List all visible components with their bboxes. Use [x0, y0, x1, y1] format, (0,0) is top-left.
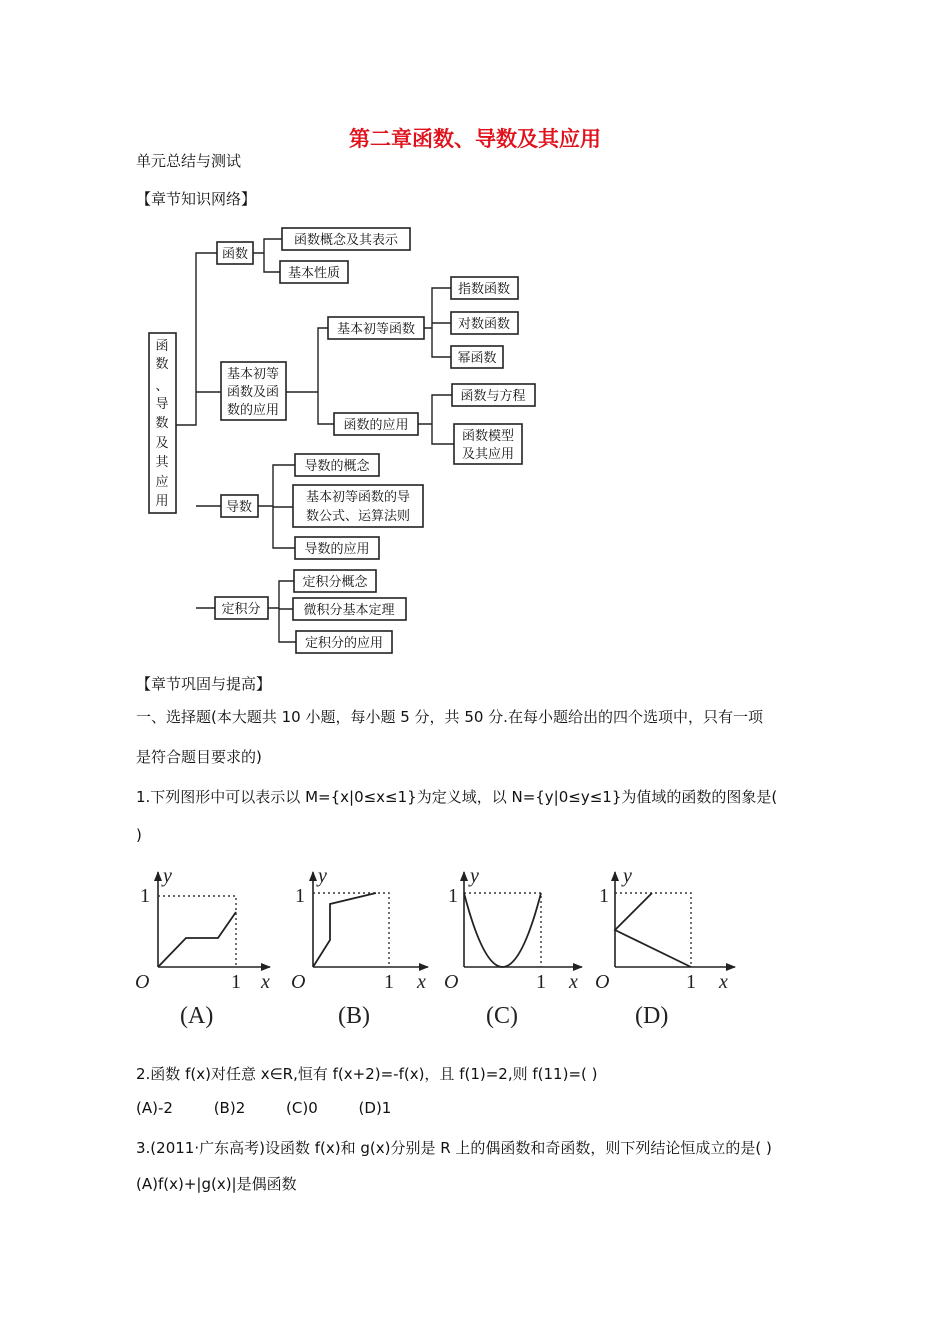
graph-d-label: (D): [635, 1003, 669, 1029]
graph-c-one-x: 1: [536, 971, 546, 993]
node-function: 函数: [221, 247, 249, 262]
node-integral-concept: 定积分概念: [302, 575, 368, 590]
graph-d: [595, 865, 735, 1029]
question-3: 3.(2011·广东高考)设函数 f(x)和 g(x)分别是 R 上的偶函数和奇函数，则下列结论恒成立的是( ): [136, 1139, 772, 1157]
graph-d-x-label: x: [719, 971, 728, 993]
graph-d-one-y: 1: [599, 885, 609, 907]
graph-b-one-x: 1: [384, 971, 394, 993]
graph-c-y-label: y: [470, 865, 479, 887]
root-char-7: 其: [155, 455, 169, 470]
root-char-9: 用: [155, 494, 169, 509]
root-char-5: 数: [155, 416, 169, 431]
node-func-equation: 函数与方程: [460, 389, 526, 404]
node-derivative: 导数: [225, 500, 253, 515]
graph-a-x-label: x: [261, 971, 270, 993]
q2-option-a: (A)-2: [136, 1099, 173, 1117]
root-char-1: 函: [155, 339, 169, 354]
graph-a-one-x: 1: [231, 971, 241, 993]
graph-d-y-label: y: [623, 865, 632, 887]
page-title: 第二章函数、导数及其应用: [349, 126, 601, 151]
q2-option-b: (B)2: [213, 1099, 246, 1117]
root-char-3: 、: [155, 379, 169, 394]
node-elementary-app-1: 基本初等: [226, 367, 280, 382]
graph-b-x-label: x: [417, 971, 426, 993]
graph-c: [444, 865, 582, 1029]
intro-line-2: 是符合题目要求的): [136, 748, 262, 766]
graph-c-origin: O: [444, 971, 459, 993]
node-deriv-formulas-1: 基本初等函数的导: [305, 490, 411, 505]
root-char-8: 应: [155, 475, 169, 490]
graph-a-label: (A): [180, 1003, 214, 1029]
graph-a-one-y: 1: [140, 885, 150, 907]
subtitle: 单元总结与测试: [136, 152, 242, 170]
node-elementary-funcs: 基本初等函数: [336, 322, 416, 337]
graph-c-x-label: x: [569, 971, 578, 993]
section-heading-network: 【章节知识网络】: [136, 190, 257, 208]
graph-b-origin: O: [291, 971, 306, 993]
node-log-func: 对数函数: [457, 317, 511, 332]
node-func-app: 函数的应用: [343, 418, 409, 433]
question-2-options: [136, 1099, 427, 1117]
root-char-2: 数: [155, 357, 169, 372]
node-deriv-concept: 导数的概念: [304, 459, 370, 474]
node-deriv-formulas-2: 数公式、运算法则: [305, 509, 411, 524]
graph-b-one-y: 1: [295, 885, 305, 907]
q2-option-d: (D)1: [358, 1099, 392, 1117]
node-func-model-2: 及其应用: [461, 447, 515, 462]
node-func-concept: 函数概念及其表示: [293, 233, 399, 248]
intro-line-1: 一、选择题(本大题共 10 小题，每小题 5 分，共 50 分.在每小题给出的四个选项中，只有一项: [136, 708, 763, 726]
question-2: 2.函数 f(x)对任意 x∈R,恒有 f(x+2)=-f(x)，且 f(1)=2,则 f(11)=( ): [136, 1065, 598, 1083]
node-integral-app: 定积分的应用: [304, 636, 384, 651]
graph-b: [291, 865, 428, 1029]
graph-b-label: (B): [338, 1003, 370, 1029]
graph-b-y-label: y: [318, 865, 327, 887]
node-integral: 定积分: [221, 602, 261, 617]
root-char-6: 及: [155, 436, 169, 451]
graph-a: [135, 865, 270, 1029]
root-char-4: 导: [155, 397, 169, 412]
question-1-line-1: 1.下列图形中可以表示以 M={x|0≤x≤1}为定义域，以 N={y|0≤y≤1}为值域的函数的图象是(: [136, 788, 778, 806]
node-func-props: 基本性质: [287, 266, 341, 281]
node-func-model-1: 函数模型: [461, 429, 515, 444]
node-elementary-app-2: 函数及函: [226, 385, 280, 400]
q2-option-c: (C)0: [286, 1099, 318, 1117]
section-heading-practice: 【章节巩固与提高】: [136, 675, 272, 693]
graph-d-one-x: 1: [686, 971, 696, 993]
node-deriv-app: 导数的应用: [304, 542, 370, 557]
node-elementary-app-3: 数的应用: [226, 403, 280, 418]
node-exp-func: 指数函数: [457, 282, 511, 297]
graph-c-one-y: 1: [448, 885, 458, 907]
graph-a-y-label: y: [163, 865, 172, 887]
node-power-func: 幂函数: [457, 351, 497, 366]
question-1-line-2: ): [136, 826, 142, 844]
q3-option-a: (A)f(x)+|g(x)|是偶函数: [136, 1175, 297, 1193]
graph-c-label: (C): [486, 1003, 518, 1029]
node-calculus-theorem: 微积分基本定理: [303, 603, 395, 618]
graph-a-origin: O: [135, 971, 150, 993]
graph-d-origin: O: [595, 971, 610, 993]
